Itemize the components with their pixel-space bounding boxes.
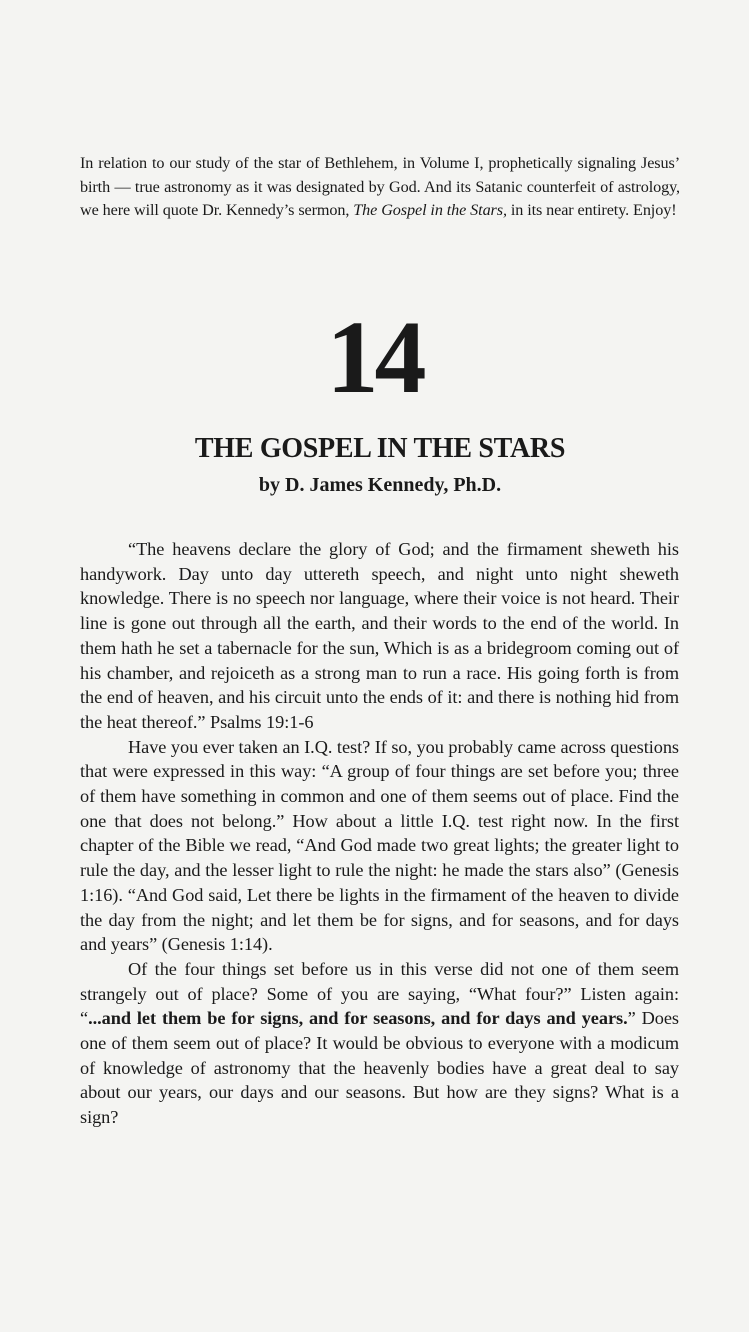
body-paragraph-3-end: ” Does one of them seem out of place? It would be obvious to everyone with a modicum of knowledge of astronomy that the heavenly bodies have a great deal to say about our years, our days and our seasons. But how are they signs? What is a sign?	[80, 1008, 679, 1128]
body-paragraph-3-start: Of the four things set before us in this verse did not one of them seem strangely out of place? Some of you are saying, “What four?” Listen again: “	[80, 958, 679, 1029]
chapter-byline: by D. James Kennedy, Ph.D.	[258, 474, 502, 496]
intro-text-end: in its near entirety. Enjoy!	[506, 201, 677, 219]
chapter-body	[80, 537, 679, 1130]
body-paragraph-3-bold-quote: ...and let them be for signs, and for seasons, and for days and years.	[88, 1008, 628, 1029]
intro-paragraph	[80, 152, 680, 223]
body-paragraph-2: Have you ever taken an I.Q. test? If so, you probably came across questions that were expressed in this way: “A group of four things are set before you; three of them have something in common and one of them seems out of place. Find the one that does not belong.” How about a little I.Q. test right now. In the first chapter of the Bible we read, “And God made two great lights; the greater light to rule the day, and the lesser light to rule the night: he made the stars also” (Genesis 1:16). “And God said, Let there be lights in the firmament of the heaven to divide the day from the night; and let them be for signs, and for seasons, and for days and years” (Genesis 1:14).	[80, 736, 679, 955]
body-paragraph-3	[80, 957, 679, 1130]
intro-text: In relation to our study of the star of Bethlehem, in Volume I, prophetically signaling Jesus’ birth — true astronomy as it was designated by God. And its Satanic counterfeit of astrology, we here will quote Dr. Kennedy’s sermon,	[80, 154, 680, 219]
body-paragraph-1: “The heavens declare the glory of God; and the firmament sheweth his handywork. Day unto day uttereth speech, and night unto night sheweth knowledge. There is no speech nor language, where their voice is not heard. Their line is gone out through all the earth, and their words to the end of the world. In them hath he set a tabernacle for the sun, Which is as a bridegroom coming out of his chamber, and rejoiceth as a strong man to run a race. His going forth is from the end of heaven, and his circuit unto the ends of it: and there is nothing hid from the heat thereof.” Psalms 19:1-6	[80, 539, 679, 732]
chapter-title: THE GOSPEL IN THE STARS	[194, 433, 566, 464]
chapter-number: 14	[326, 300, 423, 415]
intro-sermon-title: The Gospel in the Stars,	[353, 201, 507, 219]
